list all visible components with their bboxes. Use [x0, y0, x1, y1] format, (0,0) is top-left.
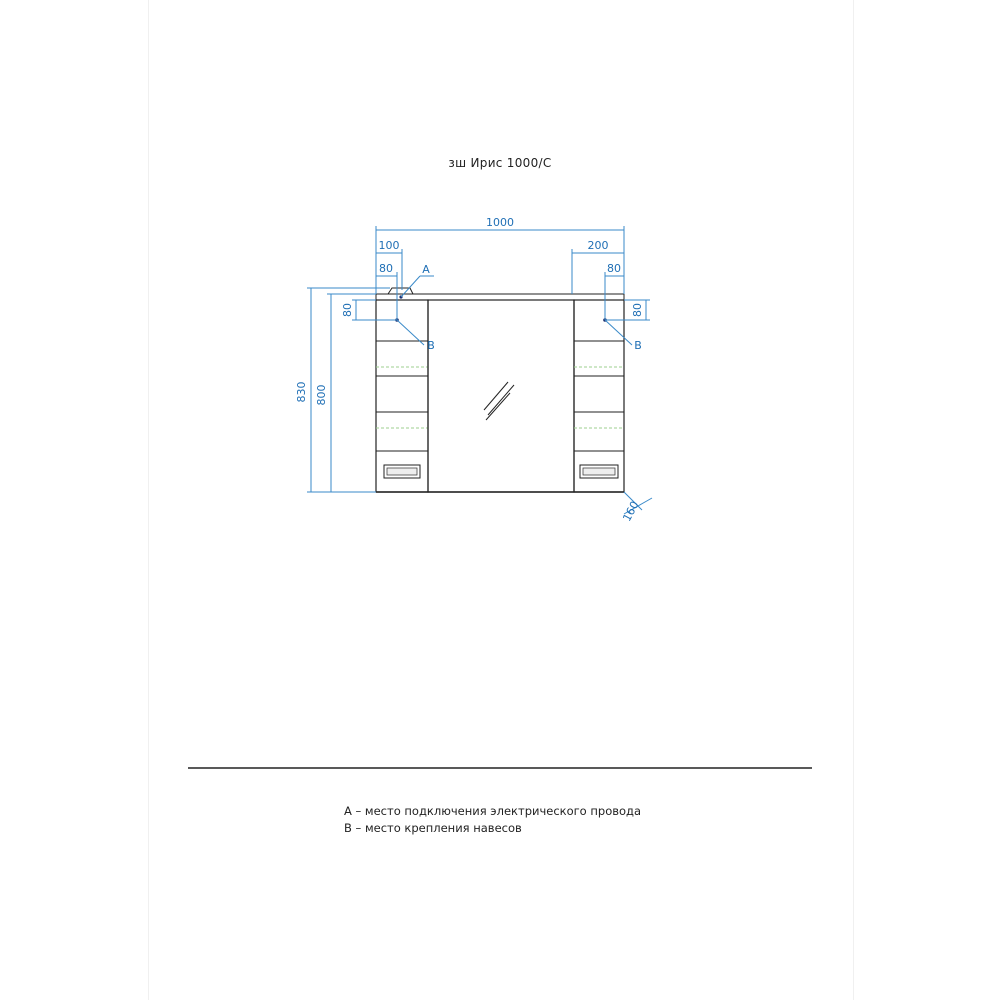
dim-total-height: 830: [295, 381, 308, 403]
top-cornice: [376, 294, 624, 300]
marker-b-left: B: [427, 339, 435, 352]
mirror-reflection-mark: [486, 393, 510, 420]
drawing-title: зш Ирис 1000/С: [448, 156, 552, 170]
dim-left-offset: 100: [378, 239, 400, 252]
legend-item-b: В – место крепления навесов: [344, 821, 522, 835]
legend-item-a: А – место подключения электрического провода: [344, 804, 642, 818]
marker-b-right: B: [634, 339, 642, 352]
left-drawer-handle-inner: [387, 468, 417, 475]
mirror: [428, 300, 574, 492]
dim-left-height-offset: 80: [341, 303, 354, 317]
left-column: [376, 300, 428, 492]
marker-a: A: [422, 263, 430, 276]
right-column: [574, 300, 624, 492]
legend: [344, 803, 641, 837]
dim-right-offset: 200: [587, 239, 609, 252]
dim-left-inner: 80: [379, 262, 393, 275]
connection-box: [388, 288, 413, 294]
dim-right-height-offset: 80: [631, 303, 644, 317]
dim-body-height: 800: [315, 384, 328, 406]
dim-right-inner: 80: [607, 262, 621, 275]
dim-overall-width: 1000: [486, 216, 514, 229]
right-drawer-handle-inner: [583, 468, 615, 475]
dim-depth: 160: [620, 499, 642, 524]
